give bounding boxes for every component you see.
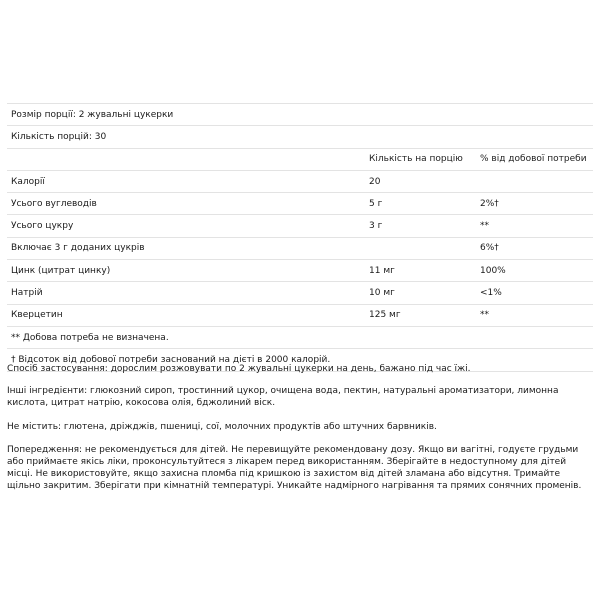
nutrient-daily-value: <1% [476,282,593,304]
table-row [7,215,593,237]
table-row [7,260,593,282]
header-daily-value: % від добової потреби [476,148,593,170]
header-amount: Кількість на порцію [365,148,476,170]
nutrient-amount: 20 [365,170,476,192]
warning-text: Попередження: не рекомендується для дітей. Не перевищуйте рекомендовану дозу. Якщо ви вагітні, годуєте грудьми або приймаєте якісь ліки, проконсультуйтеся з лікарем перед використанням. Зберігайте в недоступному для дітей місці. Не використовуйте, якщо захисна пломба під кришкою із захистом від дітей зламана або відсутня. Тримайте щільно закритим. Зберігати при кімнатній температурі. Уникайте надмірного нагрівання та прямих сонячних променів. [7,444,582,492]
nutrient-name: Включає 3 г доданих цукрів [7,237,365,259]
serving-size: Розмір порції: 2 жувальні цукерки [7,104,593,126]
free-from: Не містить: глютена, дріжджів, пшениці, сої, молочних продуктів або штучних барвників. [7,421,437,432]
nutrient-name: Усього вуглеводів [7,193,365,215]
table-row [7,237,593,259]
nutrient-amount [365,237,476,259]
footnote-row [7,326,593,348]
nutrient-daily-value [476,170,593,192]
footnote-daily-value-basis: † Відсоток від добової потреби заснований на дієті в 2000 калорій. [7,349,593,371]
serving-size-row [7,104,593,126]
nutrient-name: Усього цукру [7,215,365,237]
nutrient-name: Кверцетин [7,304,365,326]
table-row [7,282,593,304]
footnote-not-established: ** Добова потреба не визначена. [7,326,593,348]
nutrient-name: Цинк (цитрат цинку) [7,260,365,282]
table-header-row [7,148,593,170]
nutrient-amount: 11 мг [365,260,476,282]
nutrient-daily-value: 6%† [476,237,593,259]
usage-instructions: Спосіб застосування: дорослим розжовувати по 2 жувальні цукерки на день, бажано під час їжі. [7,364,471,374]
nutrient-name: Натрій [7,282,365,304]
nutrient-daily-value: ** [476,215,593,237]
nutrient-daily-value: ** [476,304,593,326]
product-notes [7,363,592,504]
header-name-cell [7,148,365,170]
nutrient-daily-value: 100% [476,260,593,282]
nutrient-daily-value: 2%† [476,193,593,215]
table-row [7,304,593,326]
servings-count-row [7,126,593,148]
other-ingredients: Інші інгредієнти: глюкозний сироп, тростинний цукор, очищена вода, пектин, натуральні ароматизатори, лимонна кислота, цитрат натрію, кокосова олія, бджолиний віск. [7,386,559,409]
nutrient-amount: 5 г [365,193,476,215]
table-row [7,170,593,192]
table-row [7,193,593,215]
nutrient-amount: 125 мг [365,304,476,326]
nutrient-amount: 3 г [365,215,476,237]
nutrient-name: Калорії [7,170,365,192]
nutrient-amount: 10 мг [365,282,476,304]
servings-count: Кількість порцій: 30 [7,126,593,148]
supplement-facts-table [7,103,593,372]
